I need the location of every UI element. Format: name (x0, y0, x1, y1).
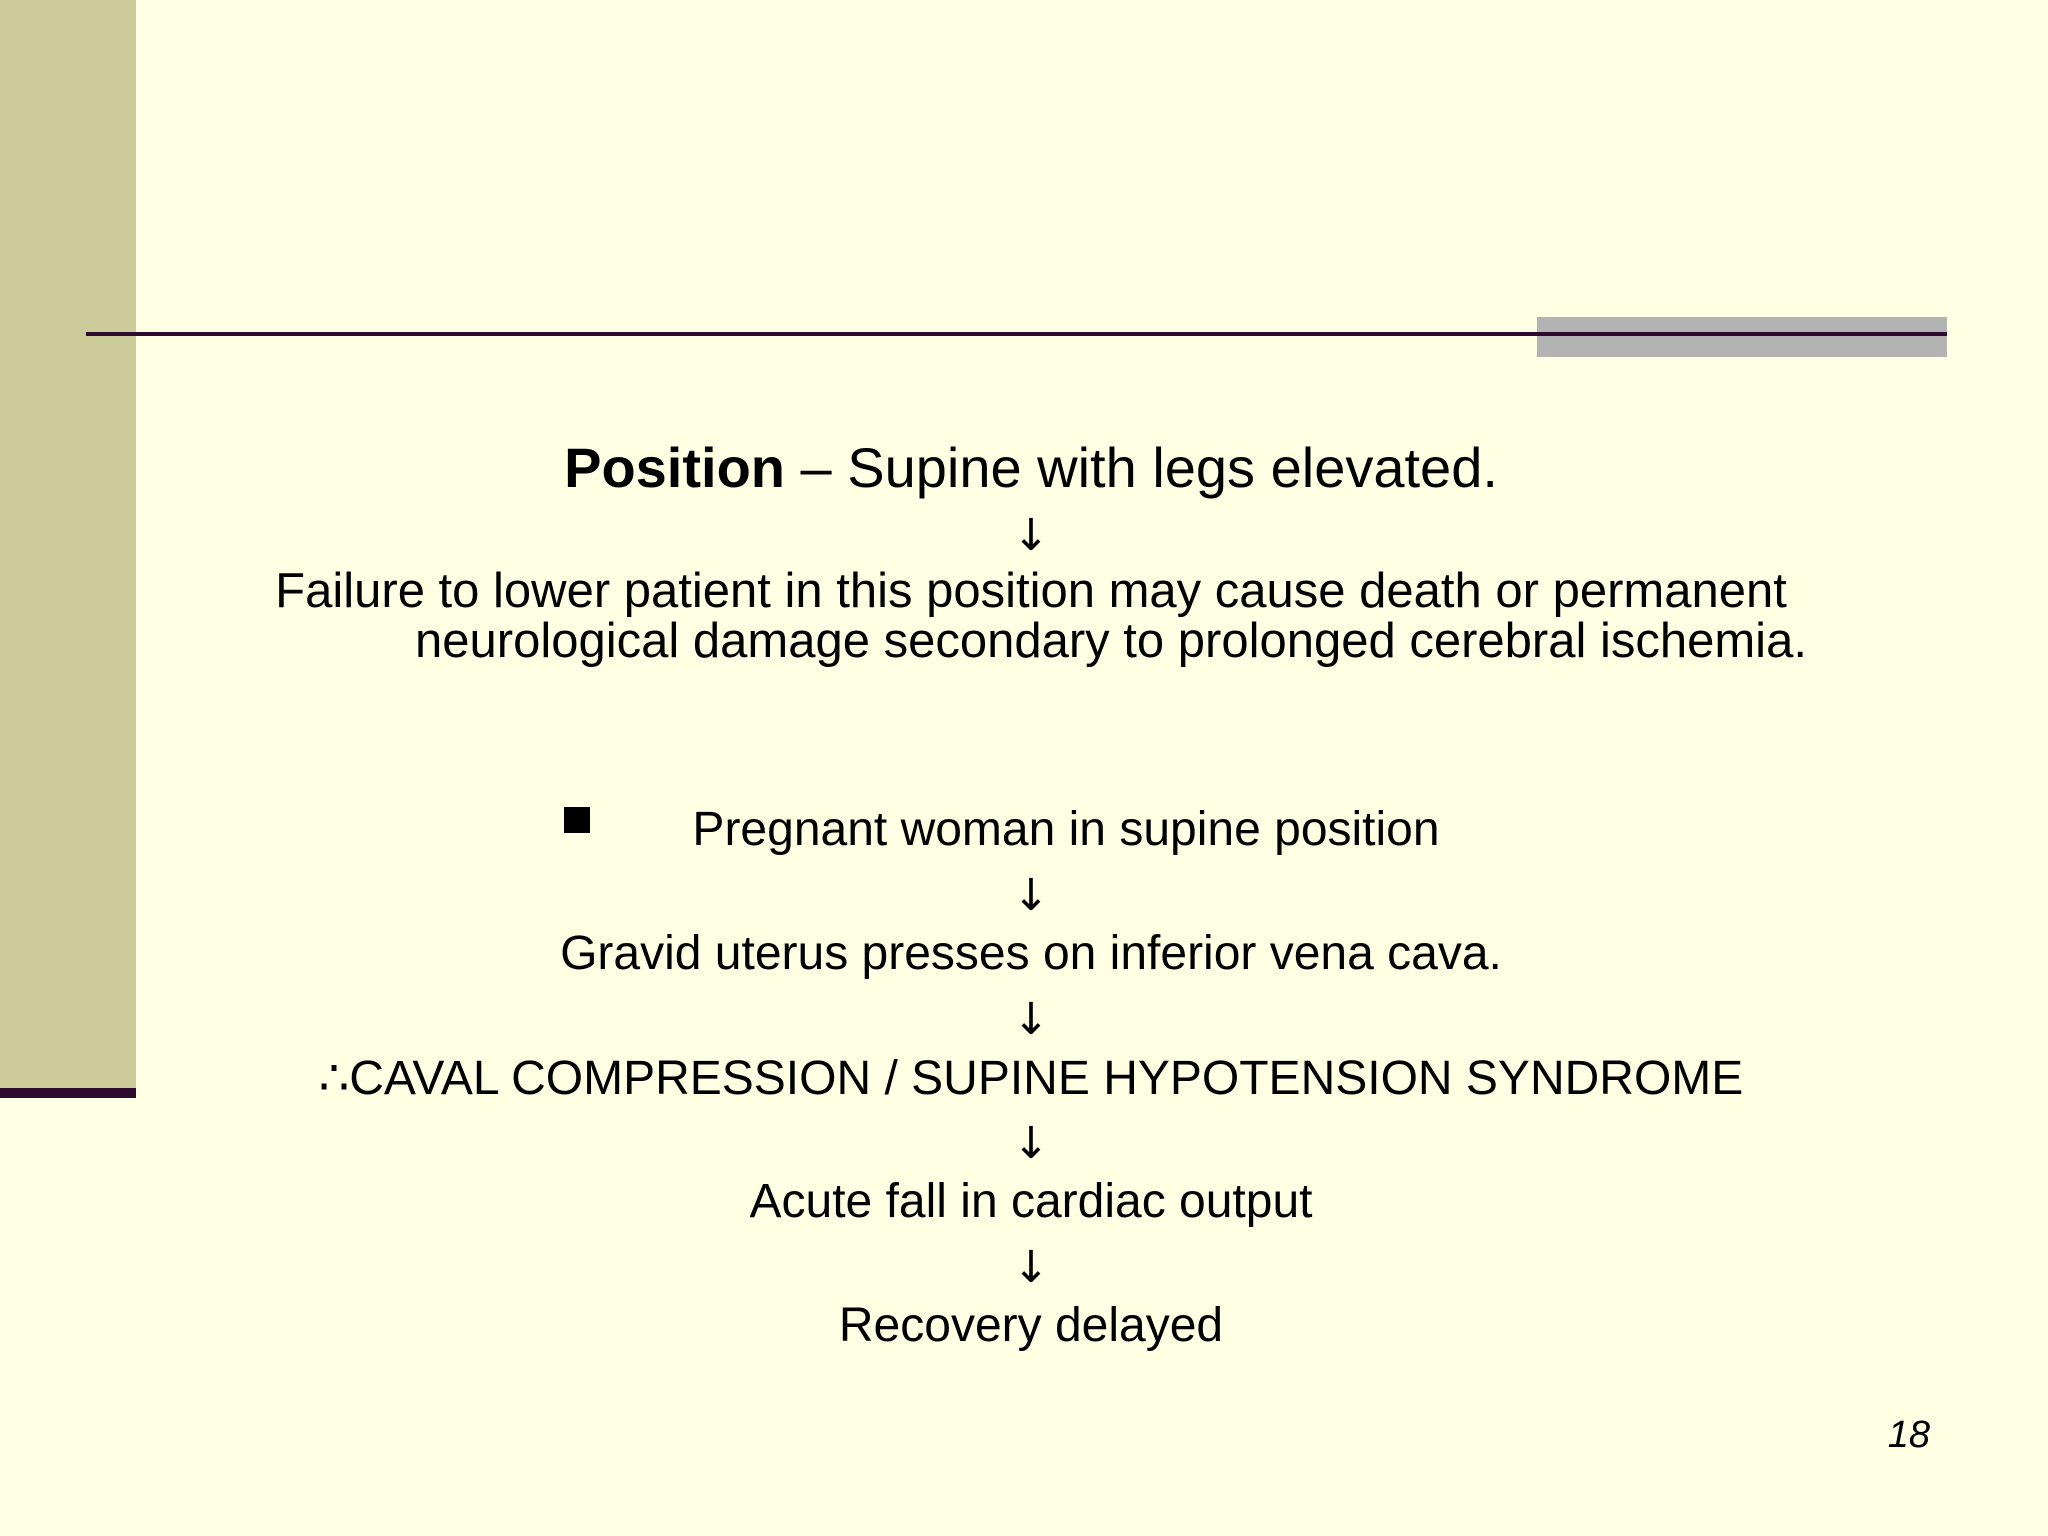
page-number: 18 (1887, 1414, 1930, 1456)
down-arrow: ↓ (1012, 994, 1050, 1045)
position-heading (136, 435, 1926, 500)
paragraph-line-2: neurological damage secondary to prolonged cerebral ischemia. (415, 614, 1807, 668)
chain-step-3: ∴CAVAL COMPRESSION / SUPINE HYPOTENSION SYNDROME (318, 1052, 1744, 1105)
chain-step-1: Pregnant woman in supine position (692, 803, 1440, 856)
down-arrow: ↓ (1012, 870, 1050, 921)
heading-rest: – Supine with legs elevated. (784, 436, 1498, 499)
chain-step-5: Recovery delayed (838, 1299, 1224, 1352)
failure-paragraph (136, 566, 1926, 666)
down-arrow: ↓ (1012, 510, 1050, 561)
chain-step-4: Acute fall in cardiac output (749, 1175, 1313, 1228)
paragraph-line-1: Failure to lower patient in this position may cause death or permanent (275, 564, 1787, 618)
down-arrow: ↓ (1012, 1242, 1050, 1293)
left-decorative-band (0, 0, 136, 1095)
down-arrow: ↓ (1012, 1118, 1050, 1169)
left-band-rule (0, 1088, 136, 1098)
bullet-square-icon (564, 807, 590, 833)
chain-step-2: Gravid uterus presses on inferior vena cava. (560, 927, 1502, 980)
slide-content (136, 0, 1926, 1536)
heading-bold: Position (564, 436, 785, 499)
